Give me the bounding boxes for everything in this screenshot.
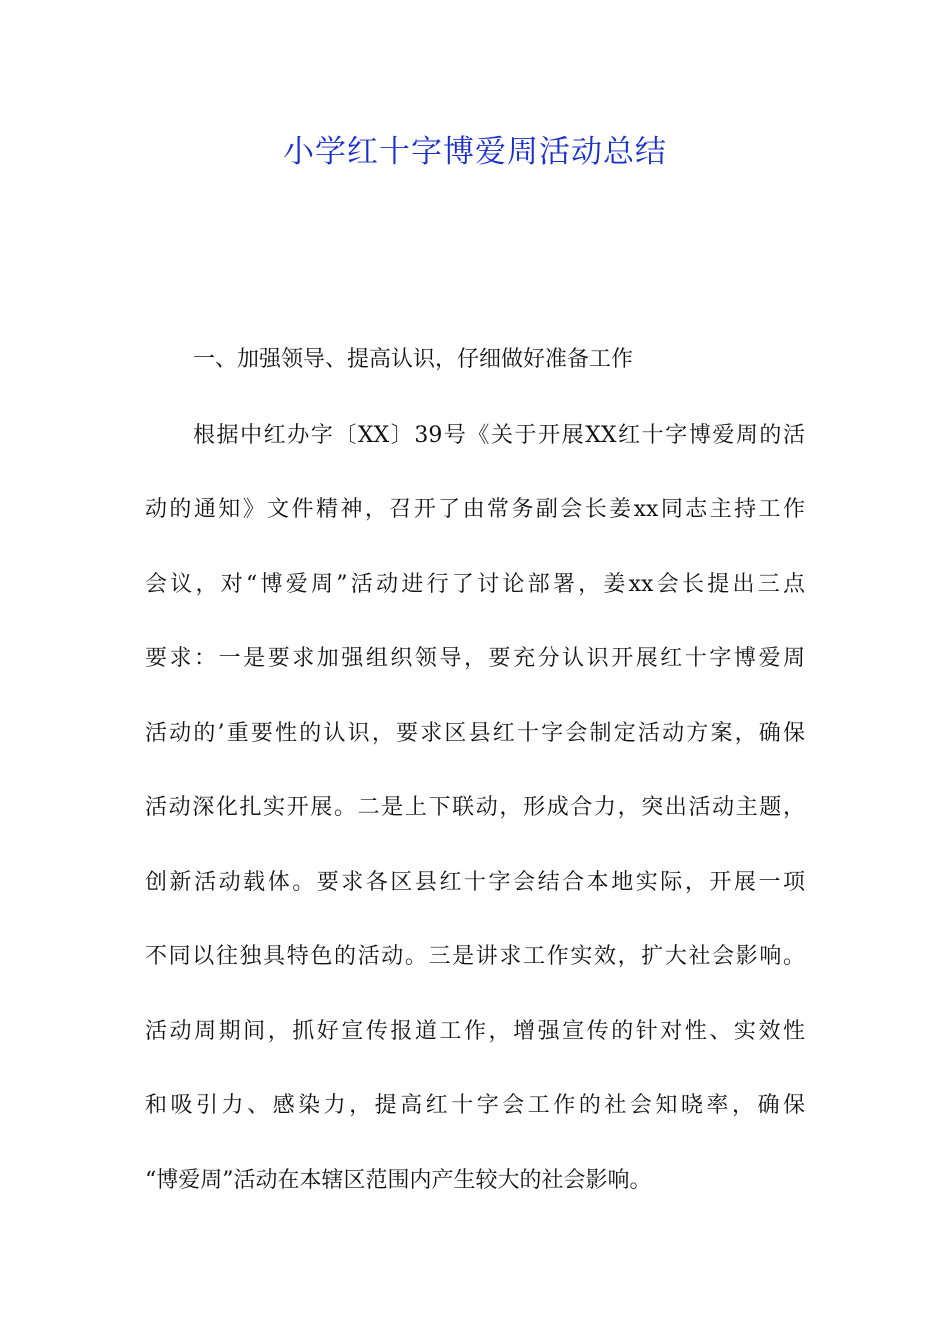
paragraph-line: 活动周期间，抓好宣传报道工作，增强宣传的针对性、实效性 (145, 1019, 805, 1044)
paragraph-line: 动的通知》文件精神，召开了由常务副会长姜xx同志主持工作 (145, 497, 805, 522)
paragraph-line: “博爱周”活动在本辖区范围内产生较大的社会影响。 (145, 1168, 652, 1193)
paragraph-line: 根据中红办字〔XX〕39号《关于开展XX红十字博爱周的活 (193, 423, 805, 448)
paragraph-line: 会议，对“博爱周”活动进行了讨论部署，姜xx会长提出三点 (145, 572, 805, 597)
section-heading: 一、加强领导、提高认识，仔细做好准备工作 (193, 347, 634, 372)
paragraph-line: 创新活动载体。要求各区县红十字会结合本地实际，开展一项 (145, 870, 805, 895)
paragraph-line: 和吸引力、感染力，提高红十字会工作的社会知晓率，确保 (145, 1093, 805, 1118)
paragraph-line: 活动的’重要性的认识，要求区县红十字会制定活动方案，确保 (145, 721, 805, 746)
document-title: 小学红十字博爱周活动总结 (283, 134, 667, 170)
paragraph-line: 不同以往独具特色的活动。三是讲求工作实效，扩大社会影响。 (145, 944, 805, 969)
paragraph-line: 要求：一是要求加强组织领导，要充分认识开展红十字博爱周 (145, 646, 805, 671)
paragraph-line: 活动深化扎实开展。二是上下联动，形成合力，突出活动主题， (145, 795, 805, 820)
